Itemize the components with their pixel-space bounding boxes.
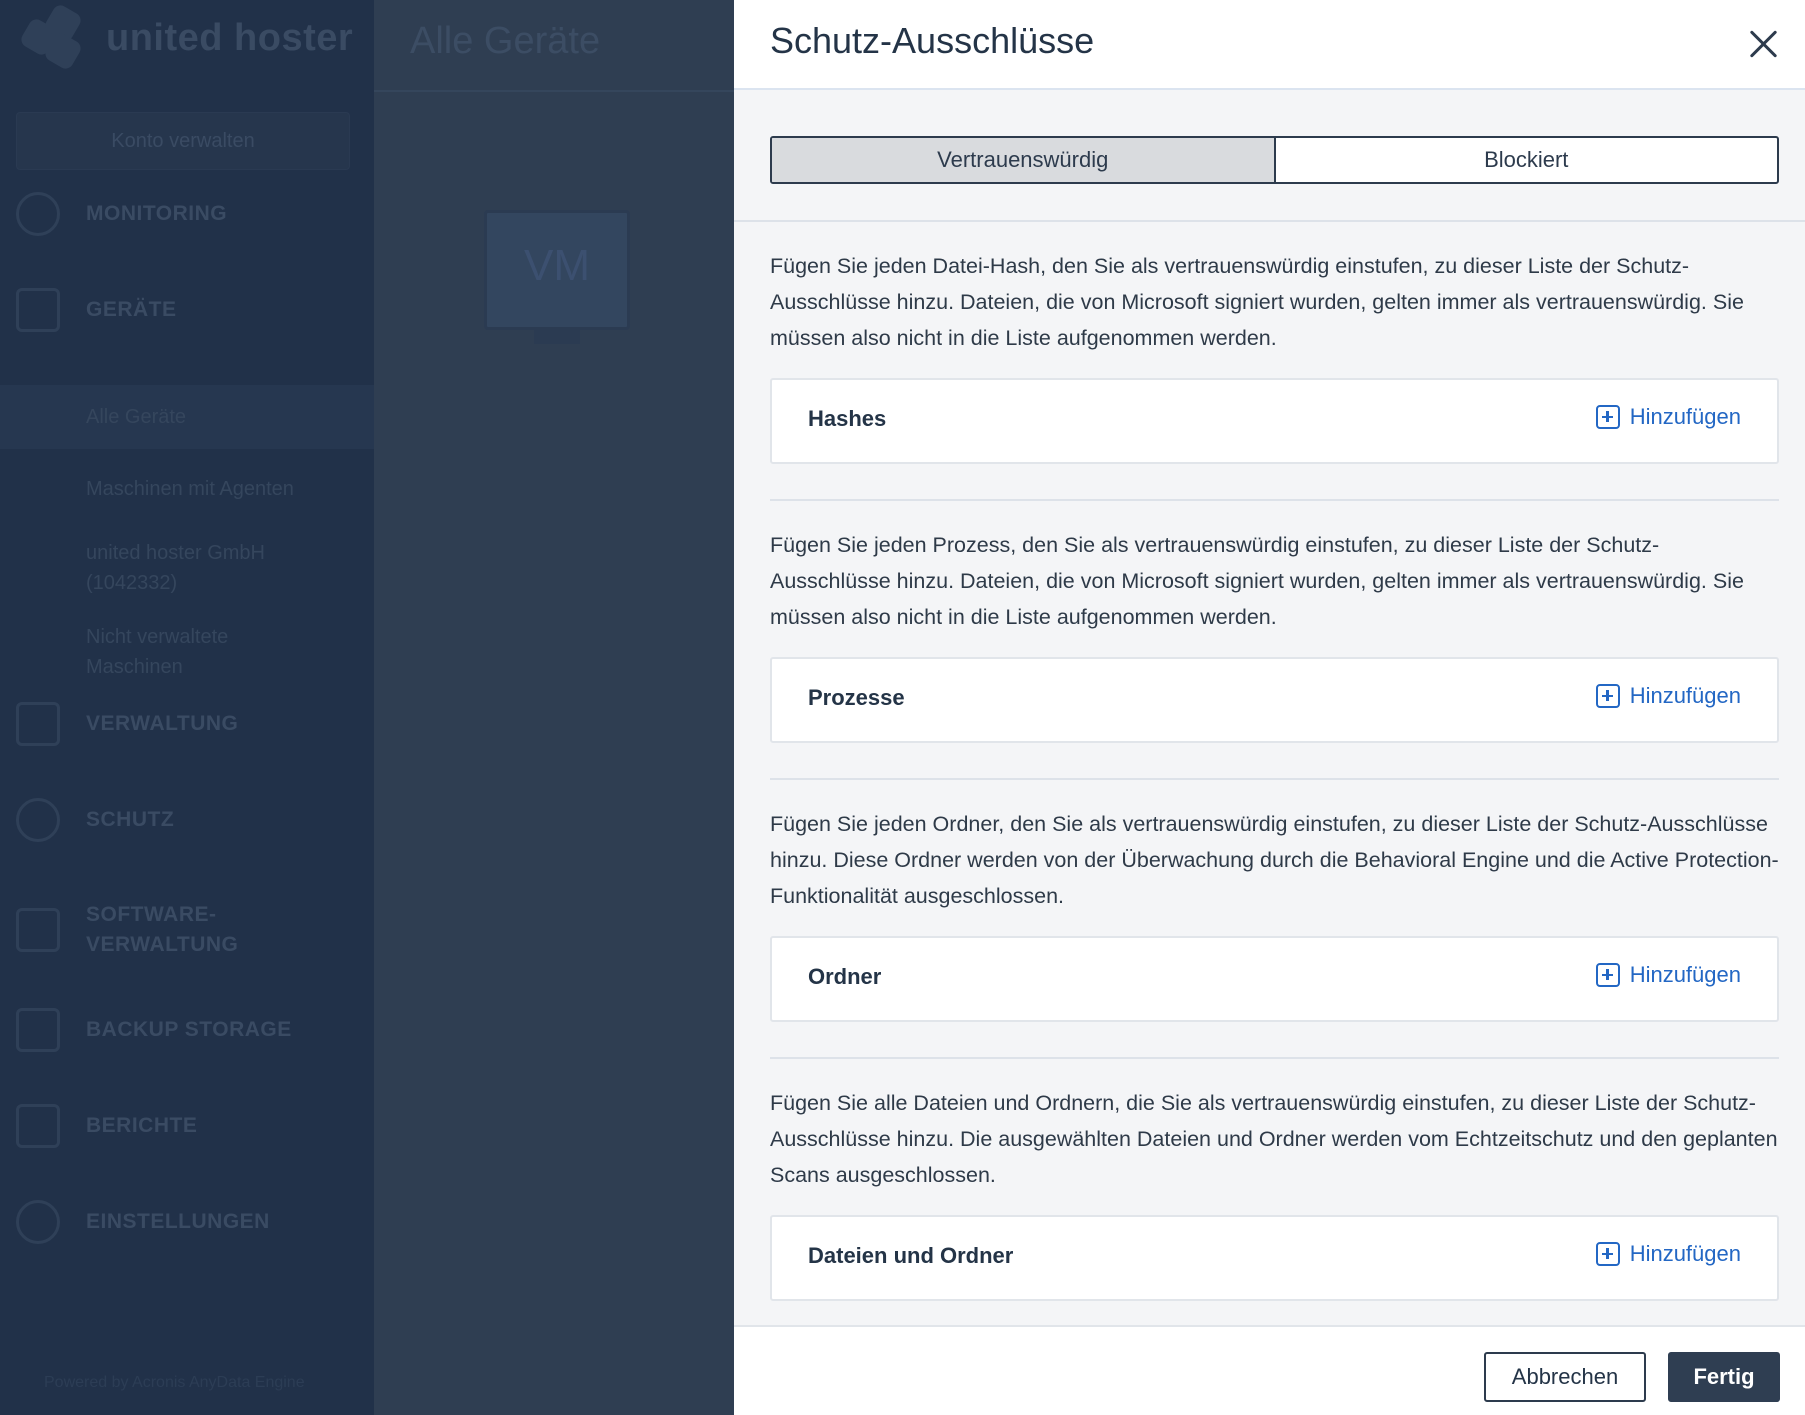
processes-list xyxy=(770,657,1779,743)
add-label: Hinzufügen xyxy=(1629,1241,1741,1266)
add-hash-button[interactable] xyxy=(1596,404,1741,430)
gear-icon xyxy=(16,1200,60,1244)
copy-icon xyxy=(16,702,60,746)
vm-device-card[interactable] xyxy=(484,210,630,330)
download-icon xyxy=(16,908,60,952)
tab-blocked[interactable]: Blockiert xyxy=(1484,147,1569,172)
sidebar-subitem-unmanaged-machines[interactable]: Nicht verwaltete Maschinen xyxy=(86,626,229,678)
sidebar-item-label: EINSTELLUNGEN xyxy=(86,1210,270,1233)
files-folders-list xyxy=(770,1215,1779,1301)
gauge-icon xyxy=(16,192,60,236)
add-label: Hinzufügen xyxy=(1629,962,1741,987)
storage-icon xyxy=(16,1008,60,1052)
add-folder-button[interactable] xyxy=(1596,962,1741,988)
sidebar xyxy=(0,0,374,1415)
list-label: Dateien und Ordner xyxy=(808,1243,1014,1268)
plus-square-icon xyxy=(1596,684,1620,708)
add-label: Hinzufügen xyxy=(1629,404,1741,429)
add-label: Hinzufügen xyxy=(1629,683,1741,708)
tab-bar xyxy=(734,100,1805,222)
sidebar-item-label: BERICHTE xyxy=(86,1114,198,1137)
sidebar-item-label: BACKUP STORAGE xyxy=(86,1018,292,1041)
section-description: Fügen Sie jeden Datei-Hash, den Sie als vertrauenswürdig einstufen, zu dieser Liste der Schutz-Ausschlüsse hinzu. Dateien, die von Microsoft signiert wurden, gelten immer als vertrauenswürdig. Sie müssen also nicht in die Liste aufgenommen werden. xyxy=(770,254,1744,350)
plus-square-icon xyxy=(1596,1242,1620,1266)
sidebar-item-label: MONITORING xyxy=(86,202,228,225)
cancel-button[interactable]: Abbrechen xyxy=(1484,1352,1646,1402)
section-description: Fügen Sie jeden Ordner, den Sie als vertrauenswürdig einstufen, zu dieser Liste der Schutz-Ausschlüsse hinzu. Diese Ordner werden von der Überwachung durch die Behavioral Engine und die Active Protection-Funktionalität ausgeschlossen. xyxy=(770,812,1779,908)
panel-header xyxy=(734,0,1805,90)
shield-icon xyxy=(16,798,60,842)
vm-monitor-stand xyxy=(534,330,580,344)
sidebar-item-label: VERWALTUNG xyxy=(86,712,239,735)
manage-account-button[interactable]: Konto verwalten xyxy=(16,112,350,170)
plus-square-icon xyxy=(1596,963,1620,987)
segmented-tabs xyxy=(770,136,1779,184)
powered-by-text: Powered by Acronis AnyData Engine xyxy=(44,1374,305,1391)
folders-list xyxy=(770,936,1779,1022)
sidebar-subitem-machines-with-agents[interactable]: Maschinen mit Agenten xyxy=(86,478,294,500)
section-description: Fügen Sie alle Dateien und Ordnern, die Sie als vertrauenswürdig einstufen, zu dieser Liste der Schutz-Ausschlüsse hinzu. Die ausgewählten Dateien und Ordner werden vom Echtzeitschutz und den geplanten Scans ausgeschlossen. xyxy=(770,1091,1778,1187)
section-divider xyxy=(770,778,1779,780)
plus-square-icon xyxy=(1596,405,1620,429)
brand-logo xyxy=(18,8,353,68)
list-label: Ordner xyxy=(808,964,882,989)
vm-label: VM xyxy=(524,241,590,290)
close-icon[interactable] xyxy=(1741,22,1785,66)
panel-footer xyxy=(734,1325,1805,1415)
section-files-folders xyxy=(770,1085,1779,1268)
logo-hexagon-icon xyxy=(18,8,92,68)
brand-name: united hoster xyxy=(106,16,354,59)
section-processes xyxy=(770,527,1779,710)
section-divider xyxy=(770,499,1779,501)
tab-trusted[interactable]: Vertrauenswürdig xyxy=(772,138,1276,182)
monitor-icon xyxy=(16,288,60,332)
section-hashes xyxy=(770,248,1779,431)
panel-title: Schutz-Ausschlüsse xyxy=(770,20,1095,61)
sidebar-subitem-all-devices[interactable]: Alle Geräte xyxy=(86,406,187,428)
sidebar-subitem-active-bg xyxy=(0,385,374,449)
sidebar-subitem-tenant[interactable]: united hoster GmbH (1042332) xyxy=(86,542,265,594)
sidebar-item-label: SCHUTZ xyxy=(86,808,175,831)
section-divider xyxy=(770,1057,1779,1059)
add-file-folder-button[interactable] xyxy=(1596,1241,1741,1267)
sidebar-item-label: GERÄTE xyxy=(86,298,177,321)
add-process-button[interactable] xyxy=(1596,683,1741,709)
section-description: Fügen Sie jeden Prozess, den Sie als vertrauenswürdig einstufen, zu dieser Liste der Schutz-Ausschlüsse hinzu. Dateien, die von Microsoft signiert wurden, gelten immer als vertrauenswürdig. Sie müssen also nicht in die Liste aufgenommen werden. xyxy=(770,533,1744,629)
list-label: Prozesse xyxy=(808,685,905,710)
done-button[interactable]: Fertig xyxy=(1668,1352,1780,1402)
sidebar-item-label: SOFTWARE-VERWALTUNG xyxy=(86,903,239,956)
protection-exclusions-panel xyxy=(734,0,1805,1415)
section-folders xyxy=(770,806,1779,989)
list-label: Hashes xyxy=(808,406,887,431)
page-title: Alle Geräte xyxy=(410,20,601,62)
hashes-list xyxy=(770,378,1779,464)
report-icon xyxy=(16,1104,60,1148)
title-divider xyxy=(374,90,734,92)
